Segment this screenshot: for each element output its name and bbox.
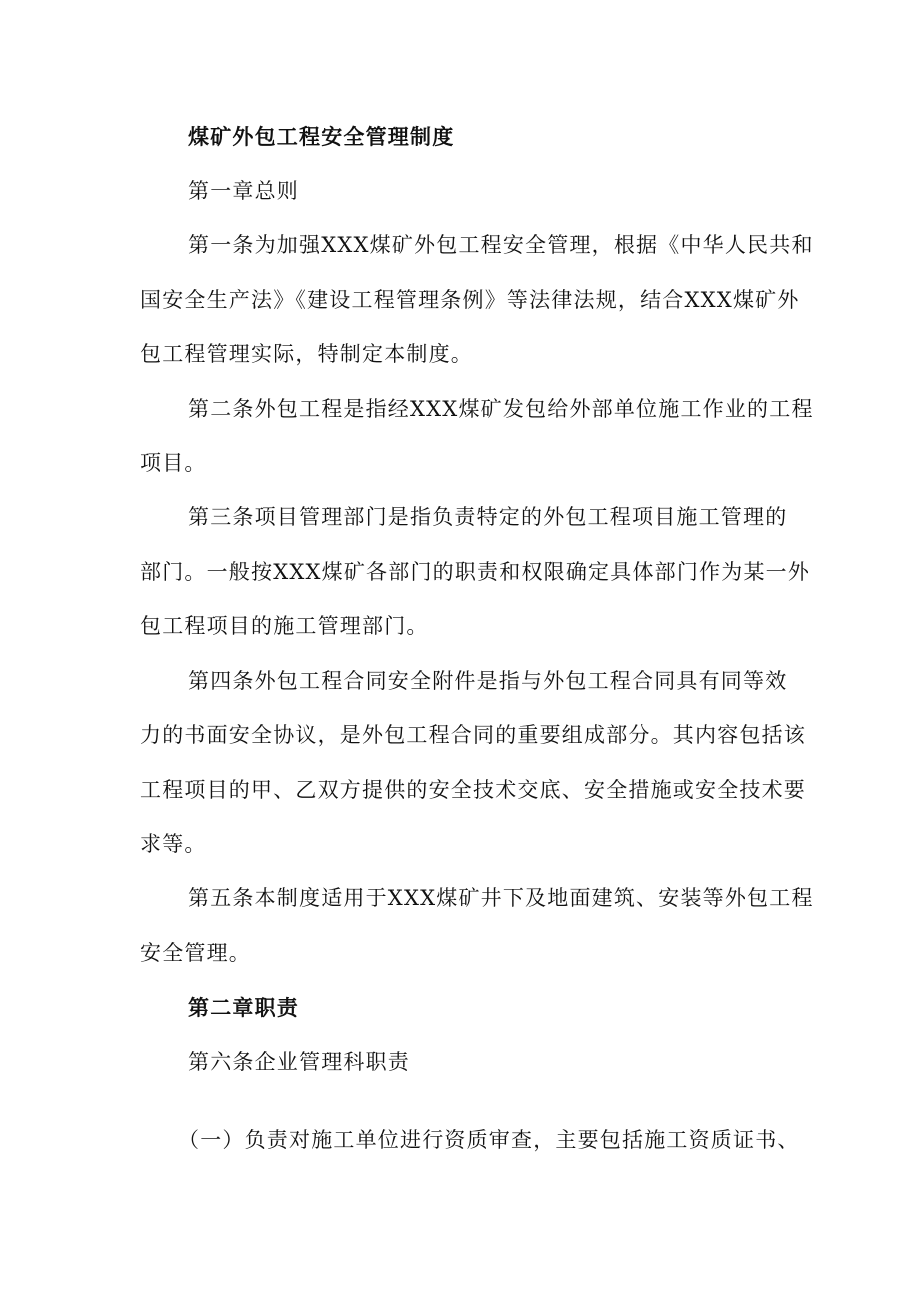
paragraph-line: 力的书面安全协议，是外包工程合同的重要组成部分。其内容包括该 <box>140 723 806 747</box>
paragraph-line: 项目。 <box>140 451 207 475</box>
document-title: 煤矿外包工程安全管理制度 <box>188 124 455 149</box>
paragraph-line: 安全管理。 <box>140 941 251 965</box>
chapter-heading: 第一章总则 <box>188 179 299 203</box>
paragraph-line: 包工程管理实际，特制定本制度。 <box>140 342 473 366</box>
paragraph-line: 包工程项目的施工管理部门。 <box>140 614 429 638</box>
paragraph-line: 第三条项目管理部门是指负责特定的外包工程项目施工管理的 <box>188 505 788 529</box>
paragraph-line: 部门。一般按XXX煤矿各部门的职责和权限确定具体部门作为某一外 <box>140 560 811 584</box>
list-item: （一）负责对施工单位进行资质审查，主要包括施工资质证书、 <box>178 1128 800 1152</box>
paragraph-line: 求等。 <box>140 832 207 856</box>
chapter-heading: 第二章职责 <box>188 995 299 1020</box>
paragraph-line: 第五条本制度适用于XXX煤矿井下及地面建筑、安装等外包工程 <box>188 886 814 910</box>
paragraph-line: 第四条外包工程合同安全附件是指与外包工程合同具有同等效 <box>188 669 788 693</box>
paragraph-line: 工程项目的甲、乙双方提供的安全技术交底、安全措施或安全技术要 <box>140 778 806 802</box>
paragraph-line: 第二条外包工程是指经XXX煤矿发包给外部单位施工作业的工程 <box>188 397 814 421</box>
paragraph-line: 国安全生产法》《建设工程管理条例》等法律法规，结合XXX煤矿外 <box>140 288 800 312</box>
article-heading: 第六条企业管理科职责 <box>188 1050 410 1074</box>
paragraph-line: 第一条为加强XXX煤矿外包工程安全管理，根据《中华人民共和 <box>188 233 814 257</box>
